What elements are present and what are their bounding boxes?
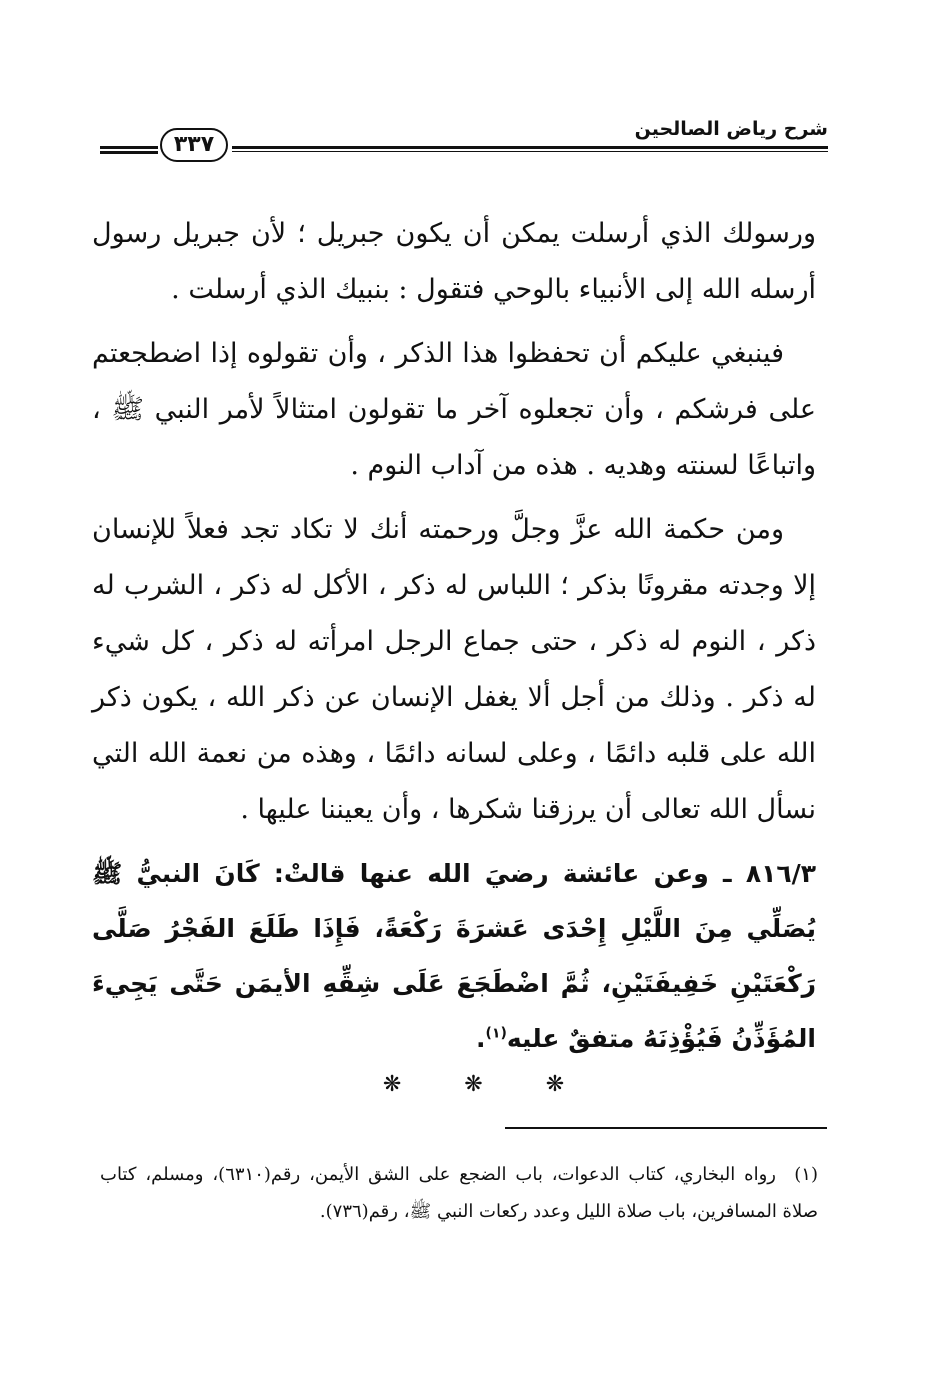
paragraph: ورسولك الذي أرسلت يمكن أن يكون جبريل ؛ لأن جبريل رسول أرسله الله إلى الأنبياء بالوحي فتقول : بنبيك الذي أرسلت . xyxy=(92,218,816,305)
hadith-end: . xyxy=(475,1024,486,1053)
footnote-rule xyxy=(505,1127,827,1129)
hadith-text: ٨١٦/٣ ـ وعن عائشة رضيَ الله عنها قالتْ: كَانَ النبيُّ ﷺ يُصَلِّي مِنَ اللَّيْلِ إِحْدَى عَشرَةَ رَكْعَةً، فَإِذَا طَلَعَ الفَجْرُ صَلَّى رَكْعَتَيْنِ خَفِيفَتَيْنِ، ثُمَّ اضْطَجَعَ عَلَى شِقِّهِ الأيمَن حَتَّى يَجِيءَ المُؤَذِّنُ فَيُؤْذِنَهُ متفقٌ عليه xyxy=(92,859,816,1053)
footnote-number: (١) xyxy=(794,1164,818,1185)
footnote xyxy=(100,1156,818,1230)
paragraph: فينبغي عليكم أن تحفظوا هذا الذكر ، وأن تقولوه إذا اضطجعتم على فرشكم ، وأن تجعلوه آخر ما تقولون امتثالاً لأمر النبي ﷺ ، واتباعًا لسنته وهديه . هذه من آداب النوم . xyxy=(92,338,816,481)
page-number: ٣٣٧ xyxy=(160,128,228,162)
book-title: شرح رياض الصالحين xyxy=(634,118,828,140)
paragraph: ومن حكمة الله عزَّ وجلَّ ورحمته أنك لا تكاد تجد فعلاً للإنسان إلا وجدته مقرونًا بذكر ؛ اللباس له ذكر ، الأكل له ذكر ، الشرب له ذكر ، النوم له ذكر ، حتى جماع الرجل امرأته له ذكر ، كل شيء له ذكر . وذلك من أجل ألا يغفل الإنسان عن ذكر الله ، يكون ذكر الله على قلبه دائمًا ، وعلى لسانه دائمًا ، وهذه من نعمة الله التي نسأل الله تعالى أن يرزقنا شكرها ، وأن يعيننا عليها . xyxy=(92,514,816,825)
header-rule xyxy=(232,146,828,152)
section-separator: ❋ ❋ ❋ xyxy=(382,1072,565,1097)
hadith-paragraph xyxy=(92,846,816,1066)
header-rule-short xyxy=(100,146,158,154)
main-text xyxy=(92,206,816,1074)
footnote-reference[interactable]: (١) xyxy=(485,1025,507,1042)
page-header xyxy=(96,110,828,170)
footnote-text: رواه البخاري، كتاب الدعوات، باب الضجع على الشق الأيمن، رقم(٦٣١٠)، ومسلم، كتاب صلاة المسافرين، باب صلاة الليل وعدد ركعات النبي ﷺ، رقم(٧٣٦). xyxy=(100,1164,818,1222)
